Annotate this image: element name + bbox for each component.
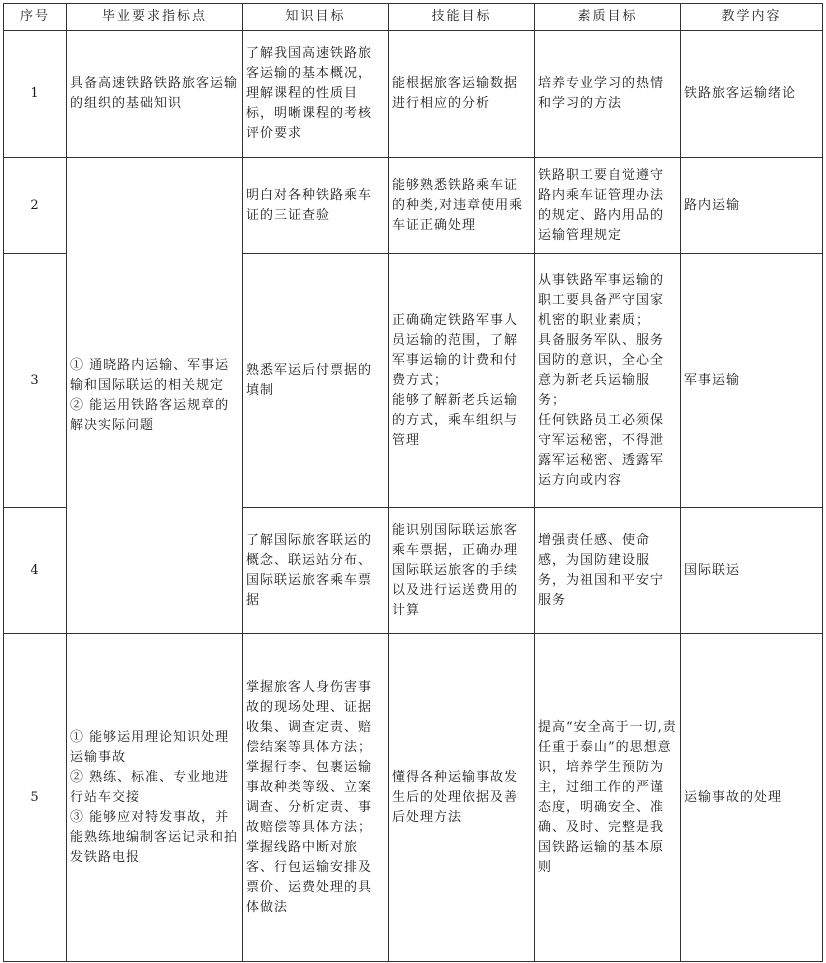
quality-cell: 增强责任感、使命感，为国防建设服务，为祖国和平安宁服务 (535, 508, 681, 634)
page (3, 3, 823, 962)
header-skill: 技能目标 (389, 4, 535, 31)
knowledge-cell: 明白对各种铁路乘车证的三证查验 (243, 158, 389, 254)
course-objectives-table (3, 3, 823, 962)
skill-cell: 能根据旅客运输数据进行相应的分析 (389, 31, 535, 158)
content-cell: 国际联运 (681, 508, 823, 634)
knowledge-cell: 熟悉军运后付票据的填制 (243, 254, 389, 508)
content-cell: 路内运输 (681, 158, 823, 254)
content-cell: 铁路旅客运输绪论 (681, 31, 823, 158)
quality-cell: 铁路职工要自觉遵守路内乘车证管理办法的规定、路内用品的运输管理规定 (535, 158, 681, 254)
requirement-cell-merged: ① 通晓路内运输、军事运输和国际联运的相关规定 ② 能运用铁路客运规章的解决实际问题 (67, 158, 243, 634)
row-index: 2 (4, 158, 67, 254)
knowledge-cell: 了解国际旅客联运的概念、联运站分布、国际联运旅客乘车票据 (243, 508, 389, 634)
content-cell: 运输事故的处理 (681, 634, 823, 962)
table-row (4, 31, 823, 158)
row-index: 3 (4, 254, 67, 508)
header-knowledge: 知识目标 (243, 4, 389, 31)
knowledge-cell: 了解我国高速铁路旅客运输的基本概况，理解课程的性质目标，明晰课程的考核评价要求 (243, 31, 389, 158)
header-content: 教学内容 (681, 4, 823, 31)
skill-cell: 懂得各种运输事故发生后的处理依据及善后处理方法 (389, 634, 535, 962)
knowledge-cell: 掌握旅客人身伤害事故的现场处理、证据收集、调查定责、赔偿结案等具体方法； 掌握行李、包裹运输事故种类等级、立案调查、分析定责、事故赔偿等具体方法； 掌握线路中断对旅客、行包运输安排及票价、运费处理的具体做法 (243, 634, 389, 962)
quality-cell: 从事铁路军事运输的职工要具备严守国家机密的职业素质； 具备服务军队、服务国防的意识，全心全意为新老兵运输服务； 任何铁路员工必须保守军运秘密，不得泄露军运秘密、透露军运方向或内容 (535, 254, 681, 508)
row-index: 1 (4, 31, 67, 158)
row-index: 5 (4, 634, 67, 962)
table-row (4, 634, 823, 962)
row-index: 4 (4, 508, 67, 634)
content-cell: 军事运输 (681, 254, 823, 508)
skill-cell: 能够熟悉铁路乘车证的种类,对违章使用乘车证正确处理 (389, 158, 535, 254)
table-row (4, 158, 823, 254)
header-requirement: 毕业要求指标点 (67, 4, 243, 31)
quality-cell: 培养专业学习的热情和学习的方法 (535, 31, 681, 158)
quality-cell: 提高“安全高于一切,责任重于泰山”的思想意识，培养学生预防为主，过细工作的严谨态度，明确安全、准确、及时、完整是我国铁路运输的基本原则 (535, 634, 681, 962)
header-quality: 素质目标 (535, 4, 681, 31)
skill-cell: 能识别国际联运旅客乘车票据，正确办理国际联运旅客的手续以及进行运送费用的计算 (389, 508, 535, 634)
header-row (4, 4, 823, 31)
header-index: 序号 (4, 4, 67, 31)
requirement-cell: ① 能够运用理论知识处理运输事故 ② 熟练、标准、专业地进行站车交接 ③ 能够应对特发事故，并能熟练地编制客运记录和拍发铁路电报 (67, 634, 243, 962)
requirement-cell: 具备高速铁路铁路旅客运输的组织的基础知识 (67, 31, 243, 158)
skill-cell: 正确确定铁路军事人员运输的范围，了解军事运输的计费和付费方式； 能够了解新老兵运输的方式，乘车组织与管理 (389, 254, 535, 508)
